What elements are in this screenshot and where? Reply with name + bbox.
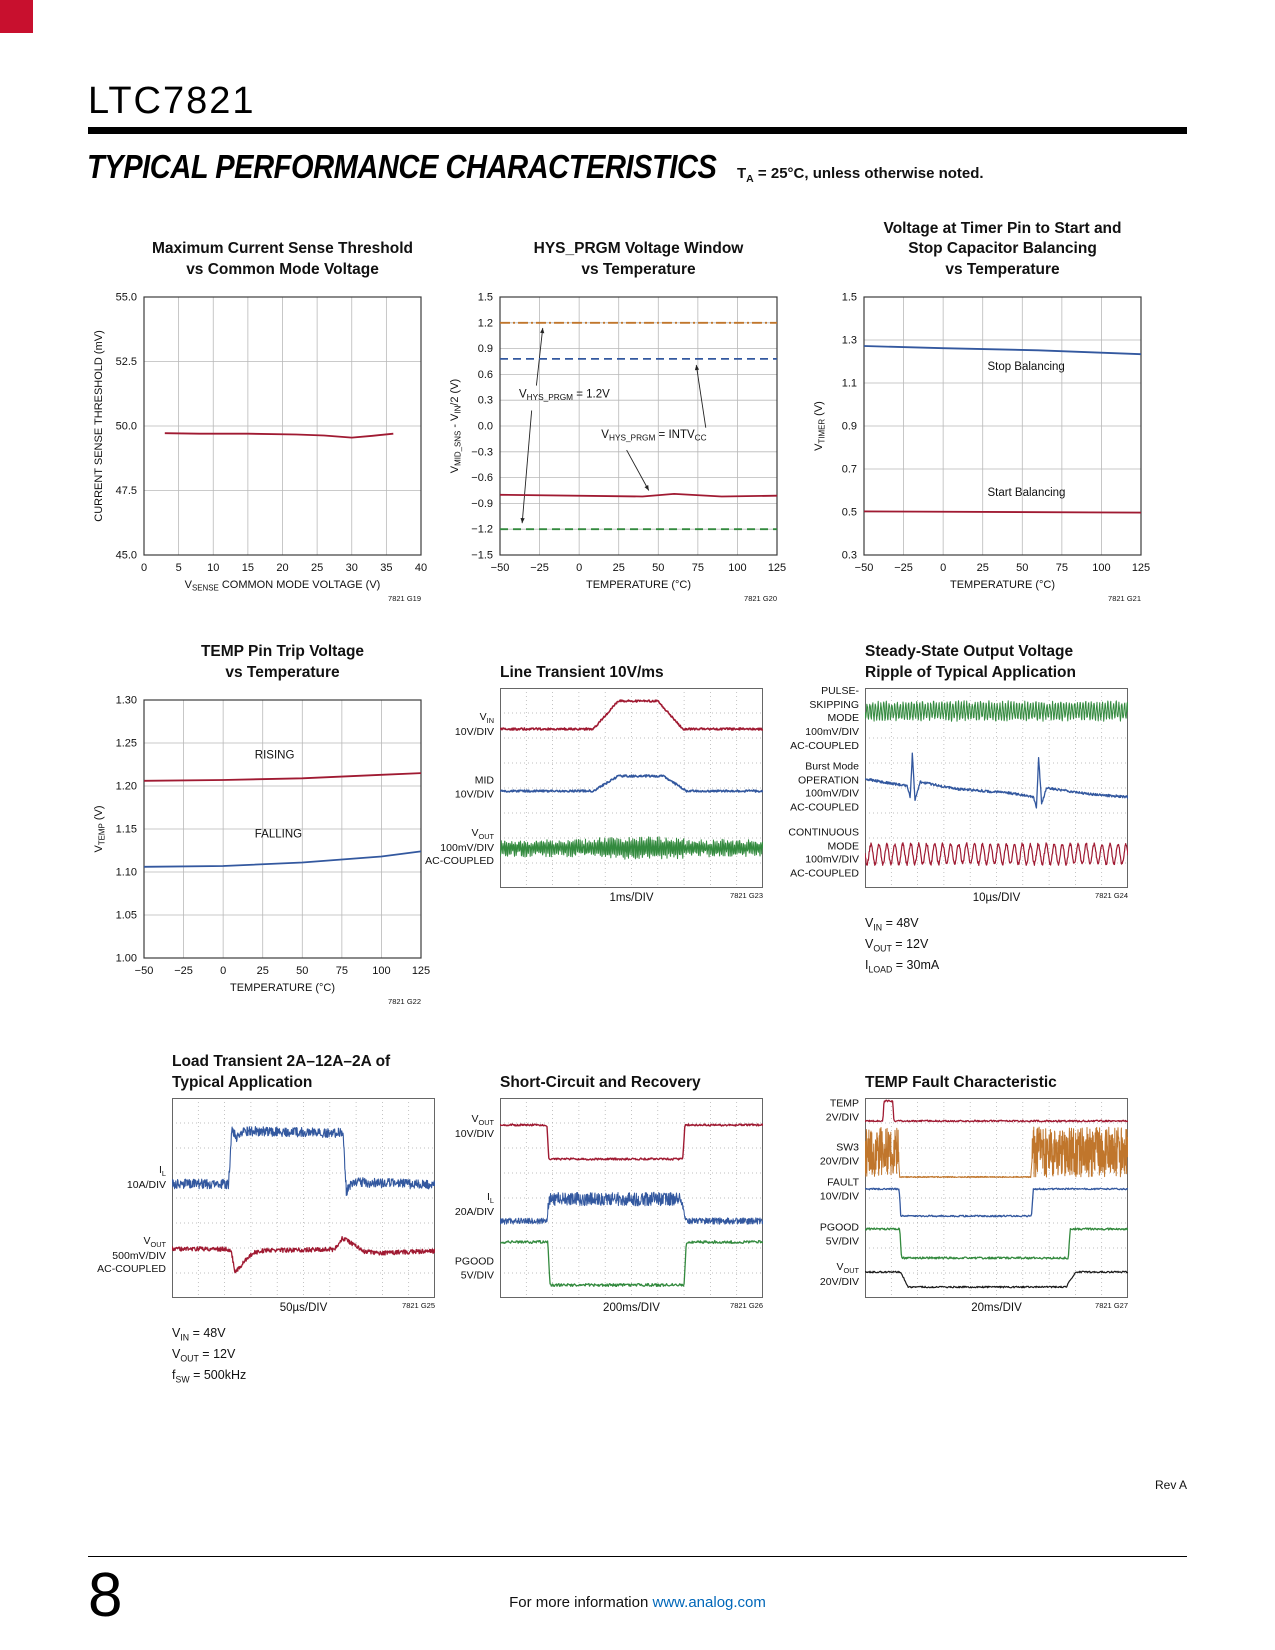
trace-label — [425, 827, 494, 869]
svg-text:52.5: 52.5 — [115, 356, 137, 368]
svg-text:30: 30 — [345, 562, 358, 574]
svg-text:VSENSE COMMON MODE VOLTAGE (V): $V_{SENSE}$ COMMON MODE VOLTAGE (V) — [184, 579, 381, 593]
figure-ref: 7821 G25 — [402, 1301, 435, 1310]
svg-text:1.1: 1.1 — [841, 377, 857, 390]
xaxis-row — [865, 1298, 1128, 1314]
svg-text:25: 25 — [976, 562, 989, 574]
chart-title-line: Typical Application — [172, 1073, 313, 1091]
svg-text:7821 G19: 7821 G19 — [388, 594, 421, 603]
scope-labels-g27 — [808, 1098, 865, 1298]
svg-text:−50: −50 — [490, 562, 510, 574]
trace-label-line: $V_{OUT}$ — [471, 1112, 494, 1127]
svg-text:0: 0 — [140, 562, 148, 574]
chart-title-line: Load Transient 2A–12A–2A of — [172, 1053, 391, 1071]
trace-label-line: 100mV/DIV — [805, 788, 859, 800]
trace-label-line: 10V/DIV — [454, 788, 494, 800]
svg-text:Stop Balancing: Stop Balancing — [987, 361, 1065, 374]
part-number: LTC7821 — [88, 80, 256, 122]
chart-g24 — [788, 618, 1164, 977]
chart-g27 — [808, 1028, 1164, 1314]
svg-text:75: 75 — [335, 965, 348, 977]
figure-ref: 7821 G24 — [1095, 891, 1128, 900]
svg-text:25: 25 — [256, 965, 269, 977]
svg-text:−25: −25 — [894, 562, 913, 574]
svg-text:45.0: 45.0 — [115, 549, 137, 562]
svg-text:−25: −25 — [174, 965, 193, 977]
svg-text:Start Balancing: Start Balancing — [987, 486, 1066, 499]
trace-label-line: $V_{OUT}$ — [143, 1235, 166, 1250]
svg-text:RISING: RISING — [254, 749, 295, 762]
footer-info — [0, 1594, 1275, 1611]
condition-line: $V_{IN} = 48V$ — [865, 916, 919, 933]
svg-text:15: 15 — [241, 562, 254, 574]
trace-label — [97, 1235, 166, 1277]
conditions-notes — [172, 1324, 444, 1387]
trace-label-line: PULSE- — [821, 684, 859, 697]
plot-g19 — [88, 285, 433, 607]
svg-text:−0.6: −0.6 — [471, 472, 493, 485]
svg-text:1.05: 1.05 — [115, 909, 137, 922]
chart-g20 — [444, 215, 800, 607]
section-title: TYPICAL PERFORMANCE CHARACTERISTICS — [87, 148, 717, 185]
svg-text:25: 25 — [311, 562, 324, 574]
trace-label-line: 10A/DIV — [126, 1178, 166, 1191]
scope-plot-g27 — [865, 1098, 1128, 1298]
trace-label-line: AC-COUPLED — [425, 855, 494, 868]
trace-label-line: 100mV/DIV — [440, 841, 494, 854]
svg-text:125: 125 — [1131, 562, 1151, 574]
svg-text:7821 G20: 7821 G20 — [744, 594, 777, 603]
xdiv-label: 1ms/DIV — [609, 892, 654, 904]
chart-title-line: Ripple of Typical Application — [865, 663, 1076, 681]
xaxis-row — [172, 1298, 435, 1314]
chart-g22 — [88, 618, 444, 1010]
svg-text:0.0: 0.0 — [477, 420, 493, 433]
scope-g23 — [425, 688, 800, 888]
svg-text:TEMPERATURE (°C): TEMPERATURE (°C) — [949, 579, 1056, 591]
svg-text:TEMPERATURE (°C): TEMPERATURE (°C) — [585, 579, 692, 591]
chart-title-line: vs Common Mode Voltage — [186, 260, 379, 278]
trace-label-line: MODE — [827, 840, 859, 853]
svg-text:0.5: 0.5 — [841, 506, 857, 519]
chart-title-g19 — [144, 215, 421, 285]
trace-label-line: PGOOD — [819, 1221, 859, 1234]
figure-ref: 7821 G27 — [1095, 1301, 1128, 1310]
condition-line: $I_{LOAD} = 30mA$ — [865, 958, 940, 975]
condition-line: $V_{OUT} = 12V$ — [172, 1347, 236, 1364]
chart-title-g25 — [172, 1028, 444, 1098]
svg-text:100: 100 — [372, 965, 391, 977]
svg-text:CURRENT SENSE THRESHOLD (mV): CURRENT SENSE THRESHOLD (mV) — [93, 330, 105, 522]
trace-label — [820, 1221, 859, 1248]
trace-label-line: SW3 — [836, 1141, 859, 1154]
trace-label-line: 5V/DIV — [460, 1269, 494, 1281]
svg-text:0.3: 0.3 — [841, 549, 857, 562]
svg-text:1.25: 1.25 — [115, 737, 137, 750]
chart-title-line: TEMP Pin Trip Voltage — [200, 643, 365, 661]
trace-label-line: MID — [474, 774, 494, 787]
trace-label-line: $I_L$ — [158, 1163, 166, 1178]
xdiv-label: 10µs/DIV — [972, 892, 1021, 904]
chart-title-line: Voltage at Timer Pin to Start and — [883, 219, 1122, 237]
chart-title-line: vs Temperature — [225, 663, 340, 681]
chart-title-line: Line Transient 10V/ms — [500, 663, 664, 681]
analog-website-link[interactable]: www.analog.com — [652, 1594, 766, 1611]
svg-text:−50: −50 — [854, 562, 874, 574]
svg-text:47.5: 47.5 — [115, 485, 137, 497]
trace-label-line: SKIPPING — [809, 698, 859, 711]
page-number: 8 — [88, 1561, 123, 1630]
svg-text:100: 100 — [728, 562, 747, 574]
svg-text:50: 50 — [1016, 562, 1029, 574]
scope-plot-g24 — [865, 688, 1128, 888]
svg-text:VTIMER (V): $V_{TIMER}$ (V) — [813, 401, 827, 451]
chart-g23 — [425, 618, 800, 904]
xdiv-label: 50µs/DIV — [279, 1302, 328, 1314]
svg-text:7821 G22: 7821 G22 — [388, 997, 421, 1006]
chart-title-g20 — [500, 215, 777, 285]
svg-text:1.15: 1.15 — [115, 823, 137, 836]
svg-text:10: 10 — [207, 562, 220, 574]
scope-g27 — [808, 1098, 1164, 1298]
trace-label — [455, 711, 494, 739]
xdiv-label: 200ms/DIV — [603, 1302, 660, 1314]
svg-text:−25: −25 — [530, 562, 549, 574]
trace-label-line: 10V/DIV — [454, 1127, 494, 1140]
svg-text:0.7: 0.7 — [841, 463, 857, 476]
scope-g24 — [788, 684, 1164, 888]
trace-label — [820, 1141, 859, 1168]
trace-label-line: Burst Mode — [805, 760, 859, 773]
svg-text:20: 20 — [276, 562, 289, 574]
svg-text:1.5: 1.5 — [841, 291, 857, 304]
footer-rule — [88, 1556, 1187, 1557]
svg-text:TEMPERATURE (°C): TEMPERATURE (°C) — [229, 982, 336, 994]
trace-label — [455, 1113, 494, 1141]
chart-title-g22 — [144, 618, 421, 688]
trace-label — [820, 1261, 859, 1289]
chart-title-g21 — [864, 215, 1141, 285]
chart-title-g24 — [865, 618, 1164, 688]
trace-label — [455, 1191, 494, 1219]
svg-text:100: 100 — [1092, 562, 1111, 574]
trace-label-line: 100mV/DIV — [805, 725, 859, 738]
plot-g22 — [88, 688, 433, 1010]
svg-text:35: 35 — [380, 562, 393, 574]
chart-title-line: Stop Capacitor Balancing — [908, 240, 1097, 258]
trace-label-line: 100mV/DIV — [805, 854, 859, 866]
trace-label-line: 2V/DIV — [825, 1111, 859, 1123]
chart-title-line: TEMP Fault Characteristic — [865, 1073, 1057, 1091]
svg-text:0.6: 0.6 — [477, 368, 493, 381]
chart-title-line: vs Temperature — [945, 260, 1060, 278]
trace-label-line: 500mV/DIV — [112, 1249, 166, 1262]
trace-label-line: 10V/DIV — [819, 1190, 859, 1202]
svg-text:25: 25 — [612, 562, 625, 574]
svg-text:FALLING: FALLING — [254, 828, 303, 841]
scope-labels-g23 — [425, 688, 500, 888]
chart-title-g23 — [500, 618, 800, 688]
svg-text:−50: −50 — [134, 965, 154, 977]
svg-text:VTEMP (V): $V_{TEMP}$ (V) — [93, 805, 107, 853]
trace-label-line: 5V/DIV — [825, 1235, 859, 1247]
svg-text:75: 75 — [1055, 562, 1068, 574]
trace-label-line: $V_{IN}$ — [479, 710, 494, 725]
trace-label — [455, 774, 494, 801]
chart-title-line: vs Temperature — [581, 260, 696, 278]
conditions-notes — [865, 914, 1164, 977]
svg-text:1.00: 1.00 — [115, 952, 137, 965]
svg-text:75: 75 — [691, 562, 704, 574]
svg-text:0: 0 — [940, 562, 947, 574]
scope-g25 — [88, 1098, 444, 1298]
scope-labels-g24 — [788, 684, 865, 888]
brand-corner-mark — [0, 0, 33, 33]
revision-label: Rev A — [1154, 1478, 1187, 1492]
trace-label — [788, 827, 859, 882]
chart-g21 — [808, 215, 1164, 607]
svg-text:0.3: 0.3 — [477, 394, 493, 407]
trace-label-line: AC-COUPLED — [790, 739, 859, 752]
trace-label — [127, 1164, 166, 1192]
condition-note: $T_A = 25^\circ C$, unless otherwise noted. — [737, 165, 984, 185]
svg-text:1.20: 1.20 — [115, 780, 137, 793]
plot-g20 — [444, 285, 789, 607]
trace-label — [455, 1255, 494, 1282]
chart-title-g26 — [500, 1028, 800, 1098]
scope-labels-g26 — [444, 1098, 500, 1298]
svg-text:0.9: 0.9 — [477, 343, 493, 356]
trace-label-line: AC-COUPLED — [790, 867, 859, 880]
xaxis-row — [500, 888, 763, 904]
svg-text:−1.5: −1.5 — [471, 549, 493, 562]
svg-text:−1.2: −1.2 — [471, 523, 493, 536]
svg-text:1.2: 1.2 — [477, 317, 493, 330]
svg-text:5: 5 — [175, 562, 182, 574]
trace-label — [820, 1176, 859, 1203]
xaxis-row — [500, 1298, 763, 1314]
trace-label-line: FAULT — [827, 1176, 859, 1189]
chart-title-line: Short-Circuit and Recovery — [500, 1073, 701, 1091]
svg-text:125: 125 — [411, 965, 431, 977]
scope-g26 — [444, 1098, 800, 1298]
condition-line: $V_{IN} = 48V$ — [172, 1326, 226, 1343]
figure-ref: 7821 G23 — [730, 891, 763, 900]
svg-text:0: 0 — [220, 965, 227, 977]
footer-info-text: For more information — [509, 1594, 653, 1611]
chart-g26 — [444, 1028, 800, 1314]
chart-title-line: HYS_PRGM Voltage Window — [533, 240, 744, 258]
title-rule — [88, 127, 1187, 134]
trace-label-line: 10V/DIV — [454, 725, 494, 738]
plot-g21 — [808, 285, 1153, 607]
svg-text:0: 0 — [576, 562, 583, 574]
scope-plot-g25 — [172, 1098, 435, 1298]
svg-text:VHYS_PRGM = INTVCC: $V_{HYS\_PRGM}$ = $INTV_{CC}$ — [601, 429, 707, 443]
svg-text:50: 50 — [296, 965, 309, 977]
svg-text:50: 50 — [652, 562, 665, 574]
svg-text:VHYS_PRGM = 1.2V: $V_{HYS\_PRGM} = 1.2V$ — [518, 388, 610, 403]
trace-label-line: AC-COUPLED — [97, 1263, 166, 1276]
xdiv-label: 20ms/DIV — [971, 1302, 1022, 1314]
svg-text:1.30: 1.30 — [115, 694, 137, 707]
trace-label-line: 20V/DIV — [819, 1275, 859, 1288]
svg-text:VMID_SNS - VIN/2 (V): $V_{MID\_SNS} - V_{IN}/2$ (V) — [449, 378, 463, 474]
trace-label-line: $I_L$ — [486, 1190, 494, 1205]
trace-label-line: 20A/DIV — [454, 1205, 494, 1218]
trace-label-line: OPERATION — [797, 774, 859, 787]
scope-plot-g23 — [500, 688, 763, 888]
figure-ref: 7821 G26 — [730, 1301, 763, 1310]
chart-title-line: Maximum Current Sense Threshold — [152, 240, 413, 258]
svg-text:55.0: 55.0 — [115, 291, 137, 304]
scope-plot-g26 — [500, 1098, 763, 1298]
xaxis-row — [865, 888, 1128, 904]
svg-text:50.0: 50.0 — [115, 420, 137, 433]
chart-g19 — [88, 215, 444, 607]
svg-text:40: 40 — [414, 562, 428, 574]
trace-label-line: TEMP — [829, 1097, 859, 1110]
svg-text:1.3: 1.3 — [841, 334, 857, 347]
condition-line: $V_{OUT} = 12V$ — [865, 937, 929, 954]
svg-text:−0.9: −0.9 — [471, 497, 493, 510]
scope-labels-g25 — [88, 1098, 172, 1298]
svg-text:−0.3: −0.3 — [471, 446, 493, 459]
svg-text:0.9: 0.9 — [841, 420, 857, 433]
svg-text:7821 G21: 7821 G21 — [1108, 594, 1141, 603]
trace-label-line: CONTINUOUS — [788, 826, 859, 839]
trace-label — [790, 761, 859, 816]
trace-label-line: $V_{OUT}$ — [471, 827, 494, 842]
trace-label-line: AC-COUPLED — [790, 801, 859, 814]
svg-text:125: 125 — [767, 562, 787, 574]
svg-text:1.10: 1.10 — [115, 866, 137, 879]
trace-label — [826, 1097, 859, 1124]
trace-label-line: $V_{OUT}$ — [836, 1260, 859, 1275]
trace-label — [790, 685, 859, 753]
condition-line: $f_{SW} = 500kHz$ — [172, 1368, 247, 1385]
chart-title-line: Steady-State Output Voltage — [865, 643, 1074, 661]
chart-g25 — [88, 1028, 444, 1387]
trace-label-line: PGOOD — [454, 1255, 494, 1268]
trace-label-line: MODE — [827, 712, 859, 725]
svg-text:1.5: 1.5 — [477, 291, 493, 304]
trace-label-line: 20V/DIV — [819, 1155, 859, 1167]
chart-title-g27 — [865, 1028, 1164, 1098]
